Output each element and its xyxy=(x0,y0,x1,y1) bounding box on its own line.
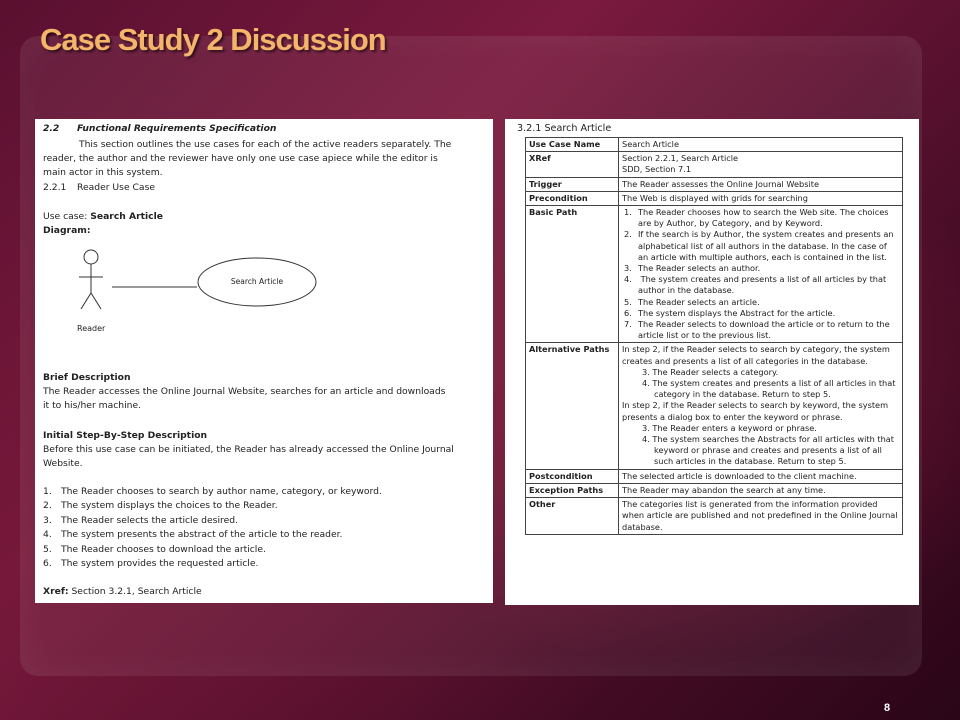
table-row xyxy=(526,177,903,191)
alt-path-step: 4. The system searches the Abstracts for all articles with that keyword or phrase and creates and presents a list of all such articles in the database. Return to step 5. xyxy=(642,434,895,467)
basic-path-step xyxy=(622,308,899,319)
brief-line: it to his/her machine. xyxy=(43,400,142,411)
row-value xyxy=(619,343,903,469)
row-value: The Reader may abandon the search at any time. xyxy=(619,483,903,497)
basic-path-step xyxy=(622,229,899,263)
alt-path-step: 3. The Reader enters a keyword or phrase. xyxy=(642,422,817,433)
step-number: 6. xyxy=(624,307,632,318)
xref-value: SDD, Section 7.1 xyxy=(622,164,692,175)
brief-line: The Reader accesses the Online Journal Website, searches for an article and downloads xyxy=(43,386,446,397)
table-row xyxy=(526,343,903,469)
actor-label: Reader xyxy=(77,324,106,333)
step-text: The system presents the abstract of the article to the reader. xyxy=(61,529,343,541)
step-number: 1. xyxy=(624,207,632,218)
basic-path-step xyxy=(622,263,899,274)
basic-path-step xyxy=(622,297,899,308)
xref-value: Section 2.2.1, Search Article xyxy=(622,153,739,164)
row-value: The selected article is downloaded to the client machine. xyxy=(619,469,903,483)
step-number: 2. xyxy=(624,229,632,240)
step-text: The Reader chooses to search by author name, category, or keyword. xyxy=(61,486,382,497)
section-heading xyxy=(43,122,276,136)
row-label: Exception Paths xyxy=(526,483,619,497)
use-case-diagram xyxy=(75,247,325,337)
step-number: 4. xyxy=(43,529,52,541)
alt-path-step: 4. The system creates and presents a list of all articles in that category in the database. Return to step 5. xyxy=(642,378,896,400)
step-number: 1. xyxy=(43,486,52,497)
row-label: Postcondition xyxy=(526,469,619,483)
list-item xyxy=(43,485,483,499)
xref-text: Section 3.2.1, Search Article xyxy=(71,586,202,597)
table-row xyxy=(526,498,903,535)
alt-path-paragraph: In step 2, if the Reader selects to search by category, the system creates and presents a list of all categories in the database. xyxy=(622,344,890,366)
row-value xyxy=(619,152,903,177)
step-text: The system displays the choices to the Reader. xyxy=(61,500,278,512)
list-item xyxy=(43,499,483,513)
row-value: The categories list is generated from the information provided when article are published and not predefined in the Online Journal database. xyxy=(619,498,903,535)
initial-line: Website. xyxy=(43,458,83,469)
use-case-ellipse-label: Search Article xyxy=(230,277,284,286)
step-text: The Reader selects the article desired. xyxy=(61,514,238,526)
diagram-label: Diagram: xyxy=(43,225,91,236)
alt-path-paragraph: In step 2, if the Reader selects to search by keyword, the system presents a dialog box to enter the keyword or phrase. xyxy=(622,400,889,422)
initial-description xyxy=(43,443,473,471)
row-label: Alternative Paths xyxy=(526,343,619,469)
slide-title: Case Study 2 Discussion xyxy=(40,22,386,57)
list-item xyxy=(43,528,483,542)
basic-path-step xyxy=(622,319,899,341)
use-case-label: Use case: xyxy=(43,211,88,222)
step-text: The system displays the Abstract for the article. xyxy=(638,307,836,318)
intro-line: reader, the author and the reviewer have only one use case apiece while the editor is xyxy=(43,153,438,164)
section-number: 2.2 xyxy=(43,123,60,134)
use-case-table-document xyxy=(505,119,919,605)
step-text: If the search is by Author, the system creates and presents an alphabetical list of all authors in the database. In the case of an article with multiple authors, each is contained in the list. xyxy=(638,229,894,262)
step-number: 4. xyxy=(624,274,632,285)
step-number: 5. xyxy=(624,296,632,307)
table-row xyxy=(526,483,903,497)
section-title: Functional Requirements Specification xyxy=(77,123,277,134)
subsection-number: 2.2.1 xyxy=(43,182,67,193)
step-text: The system creates and presents a list of all articles by that author in the database. xyxy=(638,274,887,296)
use-case-line xyxy=(43,210,163,224)
intro-paragraph xyxy=(43,138,473,180)
step-number: 7. xyxy=(624,319,632,330)
list-item xyxy=(43,543,483,557)
row-value xyxy=(619,206,903,343)
table-row xyxy=(526,206,903,343)
intro-line: main actor in this system. xyxy=(43,167,163,178)
xref-label: Xref: xyxy=(43,586,69,597)
table-row xyxy=(526,138,903,152)
row-label: XRef xyxy=(526,152,619,177)
intro-line: This section outlines the use cases for each of the active readers separately. The xyxy=(79,139,452,150)
brief-description-heading: Brief Description xyxy=(43,372,131,383)
row-label: Trigger xyxy=(526,177,619,191)
table-heading: 3.2.1 Search Article xyxy=(517,123,612,134)
step-number: 2. xyxy=(43,500,52,512)
row-value: Search Article xyxy=(619,138,903,152)
step-text: The system provides the requested article. xyxy=(61,557,259,569)
functional-requirements-document xyxy=(35,119,493,603)
subsection-title: Reader Use Case xyxy=(77,182,156,193)
step-text: The Reader selects to download the article or to return to the article list or to the previous list. xyxy=(638,319,890,341)
step-number: 3. xyxy=(43,514,52,526)
brief-description xyxy=(43,385,473,413)
step-number: 3. xyxy=(624,263,632,274)
basic-path-step xyxy=(622,207,899,229)
step-list xyxy=(43,485,483,571)
table-row xyxy=(526,152,903,177)
row-value: The Reader assesses the Online Journal Website xyxy=(619,177,903,191)
row-label: Use Case Name xyxy=(526,138,619,152)
step-text: The Reader selects an article. xyxy=(638,296,760,307)
slide-number: 8 xyxy=(884,702,891,714)
basic-path-step xyxy=(622,274,899,296)
step-number: 6. xyxy=(43,557,52,569)
step-text: The Reader selects an author. xyxy=(638,263,761,274)
initial-line: Before this use case can be initiated, the Reader has already accessed the Online Journal xyxy=(43,444,454,455)
row-label: Precondition xyxy=(526,191,619,205)
xref-line xyxy=(43,585,202,599)
table-row xyxy=(526,469,903,483)
subsection-heading xyxy=(43,181,155,195)
list-item xyxy=(43,514,483,528)
step-number: 5. xyxy=(43,543,52,555)
list-item xyxy=(43,557,483,571)
use-case-table xyxy=(525,137,903,535)
row-label: Other xyxy=(526,498,619,535)
initial-description-heading: Initial Step-By-Step Description xyxy=(43,430,208,441)
step-text: The Reader chooses to download the article. xyxy=(61,543,266,555)
actor-figure xyxy=(79,250,103,309)
use-case-name: Search Article xyxy=(90,211,164,222)
table-row xyxy=(526,191,903,205)
row-label: Basic Path xyxy=(526,206,619,343)
step-text: The Reader chooses how to search the Web site. The choices are by Author, by Category, and by Keyword. xyxy=(638,207,889,229)
row-value: The Web is displayed with grids for searching xyxy=(619,191,903,205)
alt-path-step: 3. The Reader selects a category. xyxy=(642,366,779,377)
